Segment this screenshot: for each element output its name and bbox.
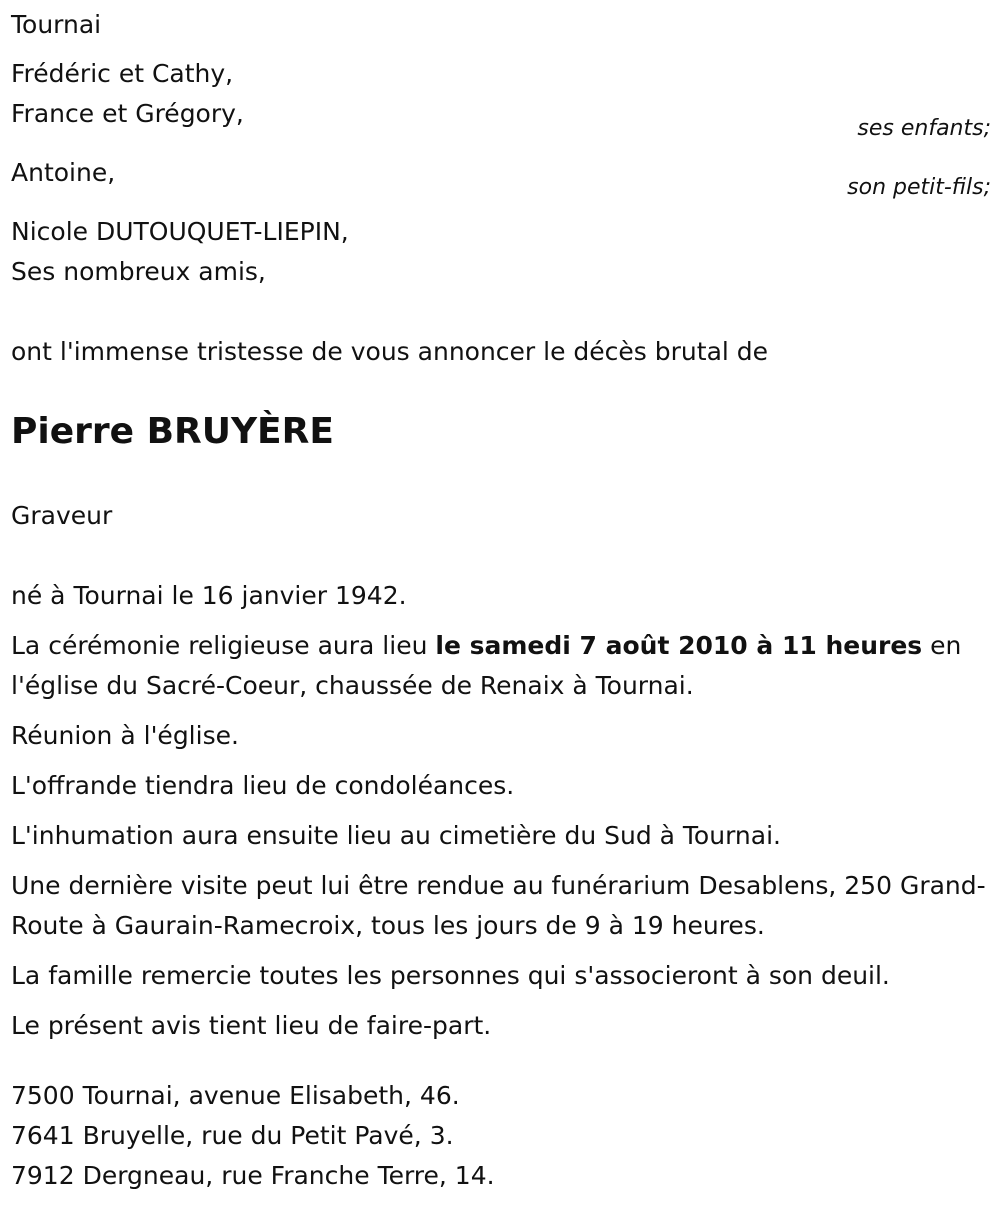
birth-info: né à Tournai le 16 janvier 1942. — [11, 581, 407, 610]
announcement-text: ont l'immense tristesse de vous annoncer le décès brutal de — [11, 337, 769, 366]
notice-reunion: Réunion à l'église. — [11, 721, 239, 750]
notice-offering: L'offrande tiendra lieu de condoléances. — [11, 771, 515, 800]
friends-line: Ses nombreux amis, — [11, 257, 266, 286]
notice-thanks: La famille remercie toutes les personnes qui s'associeront à son deuil. — [11, 961, 890, 990]
grandchild-role: son petit-fils; — [847, 175, 991, 200]
children-role: ses enfants; — [857, 116, 991, 141]
grandchild-name: Antoine, — [11, 158, 116, 187]
address-dergneau: 7912 Dergneau, rue Franche Terre, 14. — [11, 1161, 495, 1190]
notice-burial: L'inhumation aura ensuite lieu au cimetière du Sud à Tournai. — [11, 821, 781, 850]
children-line-1: Frédéric et Cathy, — [11, 59, 234, 88]
obituary-notice — [11, 0, 991, 1196]
companion-name: Nicole DUTOUQUET-LIEPIN, — [11, 217, 349, 246]
ceremony-prefix: La cérémonie religieuse aura lieu — [11, 631, 436, 660]
deceased-name: Pierre BRUYÈRE — [11, 411, 334, 452]
deceased-profession: Graveur — [11, 501, 113, 530]
notice-announcement: Le présent avis tient lieu de faire-part. — [11, 1011, 492, 1040]
address-tournai: 7500 Tournai, avenue Elisabeth, 46. — [11, 1081, 460, 1110]
children-block — [11, 54, 991, 142]
companion-block — [11, 212, 991, 292]
address-bruyelle: 7641 Bruyelle, rue du Petit Pavé, 3. — [11, 1121, 454, 1150]
addresses-block — [11, 1076, 991, 1196]
notice-visit: Une dernière visite peut lui être rendue au funérarium Desablens, 250 Grand-Route à Gaurain-Ramecroix, tous les jours de 9 à 19 heures. — [11, 871, 986, 940]
ceremony-info — [11, 626, 991, 706]
city-header: Tournai — [11, 10, 102, 39]
ceremony-date: le samedi 7 août 2010 à 11 heures — [435, 631, 923, 660]
ceremony-suffix: en l'église du Sacré-Coeur, chaussée de Renaix à Tournai. — [11, 631, 962, 700]
children-line-2: France et Grégory, — [11, 99, 244, 128]
grandchild-block — [11, 153, 991, 201]
